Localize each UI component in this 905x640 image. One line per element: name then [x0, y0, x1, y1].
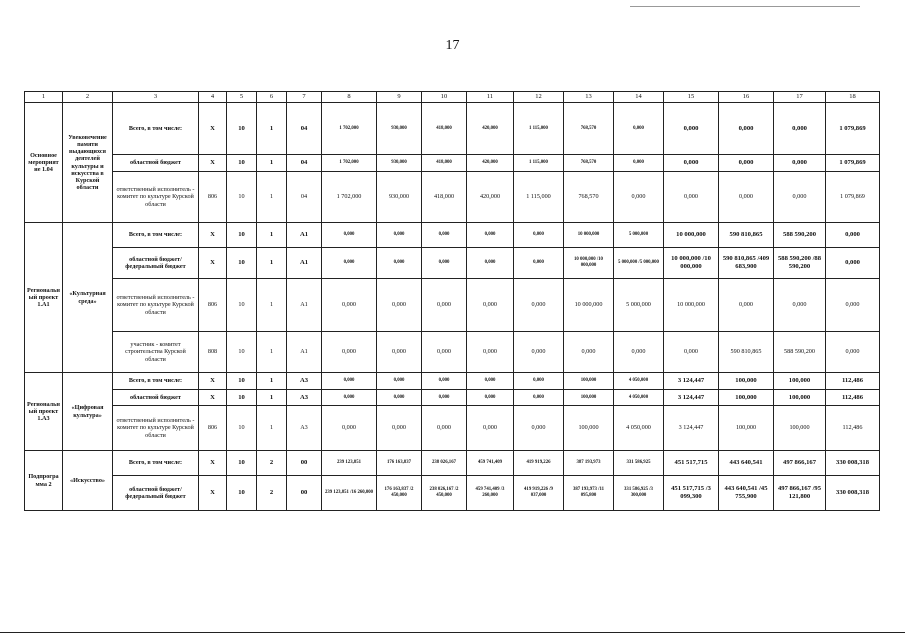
column-header: 11: [467, 92, 514, 103]
value-cell: 1 079,869: [826, 172, 880, 223]
code-cell: X: [199, 248, 227, 279]
value-cell: 0,000: [322, 248, 377, 279]
value-cell: 10 000,000 /10 000,000: [564, 248, 614, 279]
value-cell: 768,570: [564, 155, 614, 172]
value-cell: 0,000: [467, 223, 514, 248]
value-cell: 590 810,865: [719, 332, 774, 373]
value-cell: 0,000: [774, 172, 826, 223]
code-cell: 10: [227, 406, 257, 451]
code-cell: 10: [227, 279, 257, 332]
value-cell: 100,000: [719, 390, 774, 406]
funding-source-cell: Всего, в том числе:: [113, 103, 199, 155]
funding-source-cell: участник - комитет строительства Курской области: [113, 332, 199, 373]
value-cell: 418,000: [422, 172, 467, 223]
column-header: 16: [719, 92, 774, 103]
code-cell: X: [199, 155, 227, 172]
value-cell: 1 702,000: [322, 155, 377, 172]
value-cell: 1 079,869: [826, 103, 880, 155]
code-cell: А3: [287, 373, 322, 390]
value-cell: 1 115,000: [514, 155, 564, 172]
bottom-rule: [0, 632, 905, 633]
code-cell: X: [199, 373, 227, 390]
funding-source-cell: областной бюджет/ федеральный бюджет: [113, 248, 199, 279]
code-cell: 1: [257, 155, 287, 172]
value-cell: 420,000: [467, 103, 514, 155]
value-cell: 0,000: [826, 332, 880, 373]
value-cell: 331 586,925: [614, 451, 664, 476]
value-cell: 1 079,869: [826, 155, 880, 172]
value-cell: 0,000: [377, 279, 422, 332]
value-cell: 100,000: [774, 390, 826, 406]
code-cell: 1: [257, 406, 287, 451]
value-cell: 0,000: [826, 248, 880, 279]
value-cell: 0,000: [422, 390, 467, 406]
program-name-cell: Увековечение памяти выдающихся деятелей культуры и искусства в Курской области: [63, 103, 113, 223]
code-cell: 10: [227, 373, 257, 390]
code-cell: 10: [227, 223, 257, 248]
value-cell: 0,000: [322, 223, 377, 248]
value-cell: 239 123,851 /16 260,000: [322, 476, 377, 511]
value-cell: 387 193,973: [564, 451, 614, 476]
column-header: 10: [422, 92, 467, 103]
column-header: 1: [25, 92, 63, 103]
value-cell: 459 741,409: [467, 451, 514, 476]
table-row: [25, 373, 880, 390]
program-code-cell: Региональный проект 1.А3: [25, 373, 63, 451]
value-cell: 0,000: [467, 373, 514, 390]
value-cell: 0,000: [377, 390, 422, 406]
value-cell: 4 050,000: [614, 406, 664, 451]
code-cell: X: [199, 476, 227, 511]
column-header: 17: [774, 92, 826, 103]
value-cell: 0,000: [664, 332, 719, 373]
value-cell: 0,000: [377, 248, 422, 279]
value-cell: 443 640,541: [719, 451, 774, 476]
code-cell: А3: [287, 406, 322, 451]
value-cell: 100,000: [774, 373, 826, 390]
table-row: [25, 248, 880, 279]
value-cell: 112,486: [826, 390, 880, 406]
value-cell: 0,000: [422, 279, 467, 332]
column-header: 9: [377, 92, 422, 103]
value-cell: 451 517,715 /3 099,300: [664, 476, 719, 511]
value-cell: 1 115,000: [514, 103, 564, 155]
value-cell: 588 590,200: [774, 332, 826, 373]
top-rule: [630, 6, 860, 7]
value-cell: 0,000: [422, 223, 467, 248]
value-cell: 0,000: [564, 332, 614, 373]
value-cell: 0,000: [322, 332, 377, 373]
code-cell: 1: [257, 248, 287, 279]
code-cell: 00: [287, 476, 322, 511]
value-cell: 0,000: [774, 155, 826, 172]
value-cell: 0,000: [322, 406, 377, 451]
code-cell: А1: [287, 332, 322, 373]
value-cell: 330 008,318: [826, 451, 880, 476]
value-cell: 768,570: [564, 103, 614, 155]
code-cell: 10: [227, 390, 257, 406]
value-cell: 451 517,715: [664, 451, 719, 476]
funding-source-cell: областной бюджет/ федеральный бюджет: [113, 476, 199, 511]
program-code-cell: Подпрограмма 2: [25, 451, 63, 511]
table-row: [25, 406, 880, 451]
column-header: 6: [257, 92, 287, 103]
value-cell: 239 123,851: [322, 451, 377, 476]
funding-source-cell: ответственный исполнитель - комитет по культуре Курской области: [113, 172, 199, 223]
code-cell: 10: [227, 476, 257, 511]
value-cell: 0,000: [467, 279, 514, 332]
funding-source-cell: ответственный исполнитель - комитет по культуре Курской области: [113, 279, 199, 332]
value-cell: 331 586,925 /3 300,000: [614, 476, 664, 511]
value-cell: 0,000: [719, 155, 774, 172]
value-cell: 0,000: [514, 223, 564, 248]
table-row: [25, 451, 880, 476]
funding-source-cell: областной бюджет: [113, 155, 199, 172]
funding-source-cell: ответственный исполнитель - комитет по культуре Курской области: [113, 406, 199, 451]
value-cell: 0,000: [467, 248, 514, 279]
column-header: 5: [227, 92, 257, 103]
value-cell: 0,000: [664, 172, 719, 223]
value-cell: 10 000,000 /10 000,000: [664, 248, 719, 279]
funding-source-cell: Всего, в том числе:: [113, 451, 199, 476]
code-cell: 806: [199, 279, 227, 332]
funding-source-cell: Всего, в том числе:: [113, 223, 199, 248]
value-cell: 0,000: [467, 332, 514, 373]
value-cell: 330 008,318: [826, 476, 880, 511]
value-cell: 5 000,000: [614, 223, 664, 248]
value-cell: 0,000: [664, 155, 719, 172]
value-cell: 420,000: [467, 172, 514, 223]
value-cell: 930,000: [377, 103, 422, 155]
value-cell: 0,000: [719, 279, 774, 332]
code-cell: X: [199, 451, 227, 476]
value-cell: 443 640,541 /45 755,900: [719, 476, 774, 511]
value-cell: 100,000: [719, 373, 774, 390]
code-cell: 808: [199, 332, 227, 373]
value-cell: 0,000: [514, 279, 564, 332]
value-cell: 0,000: [514, 390, 564, 406]
value-cell: 0,000: [826, 279, 880, 332]
column-header: 14: [614, 92, 664, 103]
value-cell: 0,000: [322, 390, 377, 406]
value-cell: 238 026,167 /2 450,000: [422, 476, 467, 511]
table-row: [25, 279, 880, 332]
code-cell: 00: [287, 451, 322, 476]
value-cell: 420,000: [467, 155, 514, 172]
value-cell: 5 000,000 /5 000,000: [614, 248, 664, 279]
code-cell: А1: [287, 223, 322, 248]
value-cell: 0,000: [514, 373, 564, 390]
value-cell: 112,486: [826, 373, 880, 390]
table-row: [25, 103, 880, 155]
value-cell: 1 702,000: [322, 103, 377, 155]
value-cell: 419 919,226: [514, 451, 564, 476]
value-cell: 590 810,865: [719, 223, 774, 248]
code-cell: 1: [257, 390, 287, 406]
column-header: 3: [113, 92, 199, 103]
header-row: [25, 92, 880, 103]
value-cell: 0,000: [377, 332, 422, 373]
program-name-cell: «Цифровая культура»: [63, 373, 113, 451]
table-row: [25, 390, 880, 406]
value-cell: 10 000,000: [664, 223, 719, 248]
code-cell: 10: [227, 103, 257, 155]
value-cell: 0,000: [664, 103, 719, 155]
funding-source-cell: Всего, в том числе:: [113, 373, 199, 390]
value-cell: 10 000,000: [564, 223, 614, 248]
budget-table: [24, 91, 880, 511]
table-row: [25, 332, 880, 373]
program-code-cell: Региональный проект 1.А1: [25, 223, 63, 373]
code-cell: 04: [287, 155, 322, 172]
code-cell: 2: [257, 476, 287, 511]
column-header: 8: [322, 92, 377, 103]
value-cell: 100,000: [719, 406, 774, 451]
value-cell: 3 124,447: [664, 373, 719, 390]
table-row: [25, 172, 880, 223]
value-cell: 930,000: [377, 172, 422, 223]
code-cell: 1: [257, 373, 287, 390]
code-cell: 10: [227, 451, 257, 476]
value-cell: 419 919,226 /9 037,000: [514, 476, 564, 511]
value-cell: 176 163,837 /2 450,000: [377, 476, 422, 511]
value-cell: 0,000: [467, 406, 514, 451]
value-cell: 0,000: [422, 332, 467, 373]
value-cell: 588 590,200: [774, 223, 826, 248]
value-cell: 100,000: [564, 390, 614, 406]
value-cell: 1 115,000: [514, 172, 564, 223]
value-cell: 418,000: [422, 103, 467, 155]
value-cell: 387 193,973 /11 095,800: [564, 476, 614, 511]
value-cell: 588 590,200 /88 590,200: [774, 248, 826, 279]
code-cell: 1: [257, 332, 287, 373]
code-cell: 04: [287, 172, 322, 223]
column-header: 15: [664, 92, 719, 103]
column-header: 2: [63, 92, 113, 103]
value-cell: 0,000: [614, 103, 664, 155]
value-cell: 459 741,409 /3 260,000: [467, 476, 514, 511]
value-cell: 4 050,000: [614, 390, 664, 406]
value-cell: 0,000: [422, 406, 467, 451]
value-cell: 0,000: [826, 223, 880, 248]
value-cell: 768,570: [564, 172, 614, 223]
value-cell: 100,000: [774, 406, 826, 451]
page-number: 17: [445, 38, 460, 53]
value-cell: 3 124,447: [664, 406, 719, 451]
code-cell: 10: [227, 155, 257, 172]
value-cell: 10 000,000: [564, 279, 614, 332]
code-cell: 10: [227, 172, 257, 223]
value-cell: 0,000: [614, 172, 664, 223]
code-cell: А3: [287, 390, 322, 406]
code-cell: 10: [227, 332, 257, 373]
value-cell: 418,000: [422, 155, 467, 172]
program-name-cell: «Культурная среда»: [63, 223, 113, 373]
value-cell: 0,000: [514, 406, 564, 451]
code-cell: 806: [199, 172, 227, 223]
code-cell: 04: [287, 103, 322, 155]
table-row: [25, 476, 880, 511]
value-cell: 0,000: [377, 406, 422, 451]
code-cell: А1: [287, 248, 322, 279]
value-cell: 0,000: [514, 332, 564, 373]
value-cell: 0,000: [514, 248, 564, 279]
code-cell: 806: [199, 406, 227, 451]
code-cell: X: [199, 223, 227, 248]
value-cell: 0,000: [422, 248, 467, 279]
value-cell: 0,000: [322, 373, 377, 390]
value-cell: 497 866,167 /95 121,800: [774, 476, 826, 511]
value-cell: 176 163,837: [377, 451, 422, 476]
program-name-cell: «Искусство»: [63, 451, 113, 511]
value-cell: 1 702,000: [322, 172, 377, 223]
column-header: 4: [199, 92, 227, 103]
code-cell: 1: [257, 279, 287, 332]
column-header: 18: [826, 92, 880, 103]
code-cell: 10: [227, 248, 257, 279]
code-cell: 2: [257, 451, 287, 476]
value-cell: 0,000: [614, 155, 664, 172]
value-cell: 10 000,000: [664, 279, 719, 332]
value-cell: 3 124,447: [664, 390, 719, 406]
column-header: 7: [287, 92, 322, 103]
value-cell: 4 050,000: [614, 373, 664, 390]
value-cell: 100,000: [564, 373, 614, 390]
value-cell: 238 026,167: [422, 451, 467, 476]
program-code-cell: Основное мероприятие 1.04: [25, 103, 63, 223]
code-cell: 1: [257, 172, 287, 223]
value-cell: 0,000: [377, 373, 422, 390]
value-cell: 0,000: [377, 223, 422, 248]
value-cell: 0,000: [322, 279, 377, 332]
value-cell: 0,000: [719, 172, 774, 223]
funding-source-cell: областной бюджет: [113, 390, 199, 406]
code-cell: X: [199, 390, 227, 406]
value-cell: 0,000: [467, 390, 514, 406]
value-cell: 0,000: [774, 103, 826, 155]
value-cell: 0,000: [422, 373, 467, 390]
value-cell: 112,486: [826, 406, 880, 451]
value-cell: 5 000,000: [614, 279, 664, 332]
value-cell: 100,000: [564, 406, 614, 451]
code-cell: А1: [287, 279, 322, 332]
column-header: 12: [514, 92, 564, 103]
value-cell: 590 810,865 /409 683,900: [719, 248, 774, 279]
column-header: 13: [564, 92, 614, 103]
value-cell: 930,000: [377, 155, 422, 172]
code-cell: 1: [257, 103, 287, 155]
value-cell: 0,000: [719, 103, 774, 155]
code-cell: X: [199, 103, 227, 155]
table-row: [25, 223, 880, 248]
value-cell: 0,000: [774, 279, 826, 332]
code-cell: 1: [257, 223, 287, 248]
value-cell: 497 866,167: [774, 451, 826, 476]
table-row: [25, 155, 880, 172]
value-cell: 0,000: [614, 332, 664, 373]
